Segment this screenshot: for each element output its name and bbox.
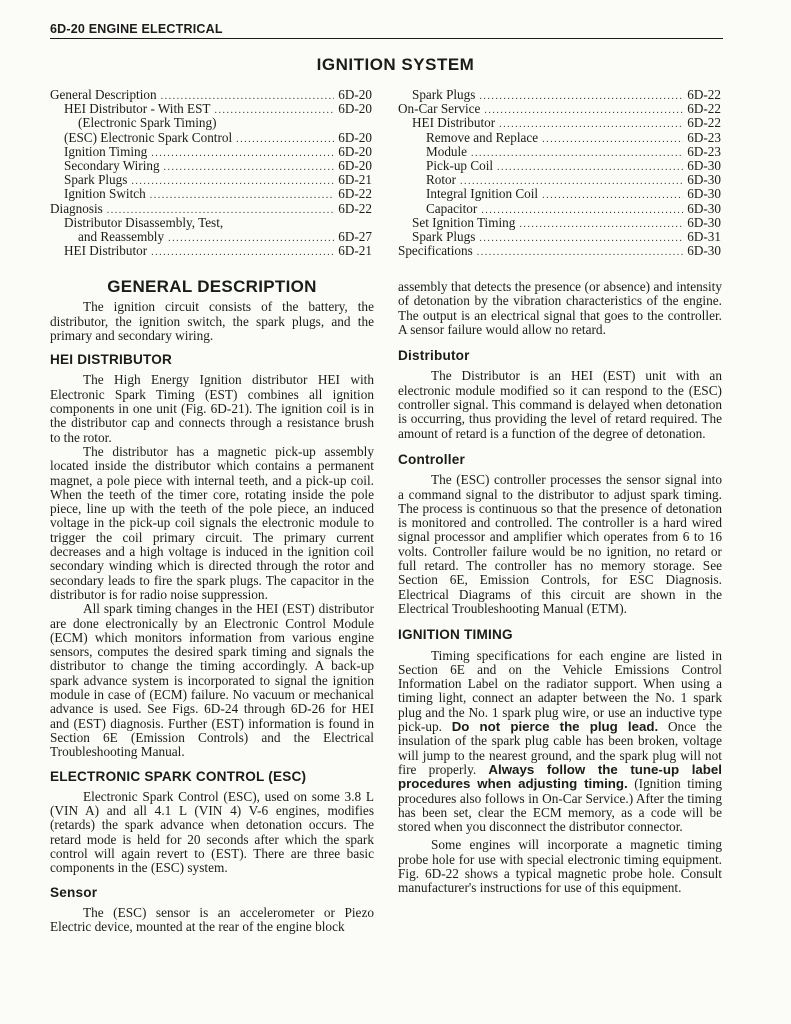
toc-entry-page: 6D-31 <box>687 228 721 244</box>
toc-leader-dots <box>151 147 334 161</box>
toc-entry-title: Spark Plugs <box>64 172 128 188</box>
toc-entry <box>398 216 721 230</box>
toc-entry <box>398 159 721 173</box>
page-title: IGNITION SYSTEM <box>316 55 475 74</box>
general-description-paragraph: The ignition circuit consists of the battery, the distributor, the ignition switch, the spark plugs, and the primary and secondary wiring. <box>50 299 374 343</box>
toc-entry-title: Module <box>426 143 468 159</box>
toc-entry <box>398 173 721 187</box>
toc-entry <box>398 187 721 201</box>
toc-leader-dots <box>164 161 335 175</box>
toc-entry-title: Capacitor <box>426 200 478 216</box>
toc-entry-page: 6D-20 <box>338 87 372 102</box>
toc-entry-page: 6D-22 <box>338 186 372 202</box>
sensor-heading: Sensor <box>50 884 98 900</box>
toc-right-column <box>398 88 721 258</box>
timing-text-c: Once the insulation of the spark plug cable has been broken, voltage will jump to the nearest ground, and the spark plug will not fire properly. <box>398 719 722 777</box>
toc-entry-title: Secondary Wiring <box>64 157 160 173</box>
toc-leader-dots <box>151 246 334 260</box>
toc-entry-page: 6D-22 <box>687 115 721 131</box>
toc-entry-title: Specifications <box>398 243 473 259</box>
general-description-heading: GENERAL DESCRIPTION <box>107 277 317 296</box>
hei-paragraph-2: The distributor has a magnetic pick-up assembly located inside the distributor which contains a permanent magnet, a pole piece with internal teeth, and a pick-up coil. When the teeth of the timer core, rotating inside the pole piece, line up with the teeth of the pole piece, an induced voltage in the pick-up coil signals the electronic module to trigger the coil primary circuit. The primary current decreases and a high voltage is induced in the ignition coil secondary winding which is directed through the rotor and secondary leads to fire the spark plugs. The capacitor in the distributor is for radio noise suppression. <box>50 443 374 602</box>
toc-entry-title: Set Ignition Timing <box>412 214 516 230</box>
toc-entry <box>50 131 372 145</box>
toc-leader-dots <box>519 218 683 232</box>
toc-entry-title: Remove and Replace <box>426 129 539 145</box>
toc-leader-dots <box>236 133 334 147</box>
toc-entry-page: 6D-30 <box>687 186 721 202</box>
toc-entry-title: Integral Ignition Coil <box>426 186 539 202</box>
toc-entry-page: 6D-30 <box>687 200 721 216</box>
toc-leader-dots <box>497 161 683 175</box>
toc-entry <box>398 230 721 244</box>
toc-entry-page: 6D-22 <box>687 87 721 102</box>
toc-entry <box>398 88 721 102</box>
toc-entry-page: 6D-20 <box>338 143 372 159</box>
toc-entry <box>50 187 372 201</box>
toc-entry-page: 6D-27 <box>338 228 372 244</box>
toc-entry-page: 6D-21 <box>338 172 372 188</box>
hei-paragraph-1: The High Energy Ignition distributor HEI with Electronic Spark Timing (EST) combines all ignition components in one unit (Fig. 6D-21). The ignition coil is in the distributor cap and connects through a resistance brush to the rotor. <box>50 372 374 445</box>
hei-distributor-heading: HEI DISTRIBUTOR <box>50 352 173 368</box>
toc-leader-dots <box>479 90 683 104</box>
toc-entry-title: Spark Plugs <box>412 228 476 244</box>
timing-text-a: Timing specifications for each engine are listed in Section 6E and on the Vehicle Emissions Control Information Label on the radiator support. When using a timing light, connect an adapter between the No. 1 spark plug and the No. 1 spark plug wire, or use an inductive type pick-up. <box>398 647 722 735</box>
toc-entry-title: (Electronic Spark Timing) <box>78 115 217 131</box>
toc-entry-page: 6D-21 <box>338 243 372 259</box>
toc-entry <box>50 202 372 216</box>
toc-leader-dots <box>542 133 683 147</box>
toc-entry-title: Diagnosis <box>50 200 103 216</box>
toc-leader-dots <box>214 104 334 118</box>
toc-entry-title: HEI Distributor - With EST <box>64 101 211 117</box>
toc-entry <box>50 244 372 258</box>
toc-entry-title: HEI Distributor <box>412 115 496 131</box>
toc-entry-title: HEI Distributor <box>64 243 148 259</box>
magnetic-probe-paragraph: Some engines will incorporate a magnetic timing probe hole for use with special electronic timing equipment. Fig. 6D-22 shows a typical magnetic probe hole. Consult manufacturer's instructions for use of this equipment. <box>398 837 722 896</box>
toc-entry-page: 6D-30 <box>687 243 721 259</box>
toc-entry <box>398 202 721 216</box>
toc-entry <box>50 116 372 130</box>
toc-entry-title: Spark Plugs <box>412 87 476 102</box>
toc-entry <box>398 145 721 159</box>
toc-leader-dots <box>484 104 683 118</box>
toc-entry-page: 6D-23 <box>687 129 721 145</box>
toc-leader-dots <box>168 232 334 246</box>
ignition-timing-paragraph <box>398 649 722 835</box>
sensor-paragraph: The (ESC) sensor is an accelerometer or Piezo Electric device, mounted at the rear of the engine block <box>50 904 374 935</box>
toc-entry <box>50 145 372 159</box>
toc-entry <box>398 116 721 130</box>
toc-entry-title: Ignition Switch <box>64 186 146 202</box>
toc-entry-page: 6D-20 <box>338 129 372 145</box>
toc-left-column <box>50 88 372 258</box>
distributor-paragraph: The Distributor is an HEI (EST) unit with an electronic module modified so it can respond to the (ESC) controller signal. This command is delayed when detonation is occurring, thus providing the level of retard required. The amount of retard is a function of the degree of detonation. <box>398 368 722 441</box>
toc-entry <box>50 230 372 244</box>
toc-leader-dots <box>471 147 683 161</box>
toc-entry-title: On-Car Service <box>398 101 481 117</box>
header-rule <box>50 38 723 39</box>
toc-entry-page: 6D-23 <box>687 143 721 159</box>
toc-entry <box>50 173 372 187</box>
toc-leader-dots <box>150 189 335 203</box>
toc-entry-title: General Description <box>50 87 157 102</box>
toc-entry-title: Rotor <box>426 172 457 188</box>
toc-entry-page: 6D-30 <box>687 214 721 230</box>
toc-entry-title: Distributor Disassembly, Test, <box>64 214 224 230</box>
esc-paragraph: Electronic Spark Control (ESC), used on some 3.8 L (VIN A) and all 4.1 L (VIN 4) V-6 engines, modifies (retards) the spark advance when detonation occurs. The retard mode is held for 20 seconds after which the spark control will again revert to (EST). There are three basic components in the (ESC) system. <box>50 788 374 876</box>
toc-entry-page: 6D-30 <box>687 157 721 173</box>
toc-entry <box>50 159 372 173</box>
timing-warning-tuneup: Always follow the tune-up label procedures when adjusting timing. <box>398 761 722 792</box>
sensor-paragraph-continued: assembly that detects the presence (or absence) and intensity of detonation by the vibration characteristics of the engine. The output is an electrical signal that goes to the controller. A sensor failure would allow no retard. <box>398 279 722 337</box>
left-text-column <box>50 277 374 935</box>
toc-leader-dots <box>542 189 683 203</box>
toc-entry <box>398 131 721 145</box>
toc-entry-title: and Reassembly <box>78 228 165 244</box>
timing-text-e: (Ignition timing procedures also follows in On-Car Service.) After the timing has been set, clear the ECM memory, as a code will be stored when you disconnect the distributor connector. <box>398 776 722 835</box>
toc-entry-title: Pick-up Coil <box>426 157 494 173</box>
toc-entry <box>398 244 721 258</box>
toc-entry-title: (ESC) Electronic Spark Control <box>64 129 233 145</box>
ignition-timing-heading: IGNITION TIMING <box>398 627 513 643</box>
toc-entry <box>398 102 721 116</box>
hei-paragraph-3: All spark timing changes in the HEI (EST) distributor are done electronically by an Electronic Control Module (ECM) which monitors information from various engine sensors, computes the desired spark timing and signals the distributor to change the timing accordingly. A back-up spark advance system is incorporated to signal the ignition module in case of (ECM) failure. No vacuum or mechanical advance is used. See Figs. 6D-24 through 6D-26 for HEI and (EST) diagnosis. Further (EST) information is found in Section 6E (Emission Controls) and the Electrical Troubleshooting Manual. <box>50 601 374 760</box>
running-head: 6D-20 ENGINE ELECTRICAL <box>50 22 223 36</box>
toc-leader-dots <box>131 175 334 189</box>
controller-paragraph: The (ESC) controller processes the sensor signal into a command signal to the distributor to adjust spark timing. The process is continuous so that the presence of detonation is monitored and controlled. The controller is a hard wired signal processor and amplifier which operates from 6 to 16 volts. Controller failure would be no ignition, no retard or full retard. The controller has no memory storage. See Section 6E, Emission Controls, for ESC Diagnosis. Electrical Diagrams of this circuit are shown in the Electrical Troubleshooting Manual (ETM). <box>398 472 722 616</box>
toc-entry-page: 6D-22 <box>338 200 372 216</box>
toc-entry-page: 6D-30 <box>687 172 721 188</box>
toc-entry-page: 6D-20 <box>338 157 372 173</box>
toc-entry <box>50 88 372 102</box>
toc-leader-dots <box>479 232 683 246</box>
controller-heading: Controller <box>398 451 465 467</box>
toc-entry-title: Ignition Timing <box>64 143 148 159</box>
toc-entry-page: 6D-22 <box>687 101 721 117</box>
toc-entry <box>50 216 372 230</box>
toc-entry-page: 6D-20 <box>338 101 372 117</box>
toc-entry <box>50 102 372 116</box>
toc-leader-dots <box>477 246 684 260</box>
esc-heading: ELECTRONIC SPARK CONTROL (ESC) <box>50 768 307 784</box>
timing-warning-pierce: Do not pierce the plug lead. <box>451 719 659 735</box>
distributor-heading: Distributor <box>398 348 470 364</box>
right-text-column <box>398 280 722 896</box>
